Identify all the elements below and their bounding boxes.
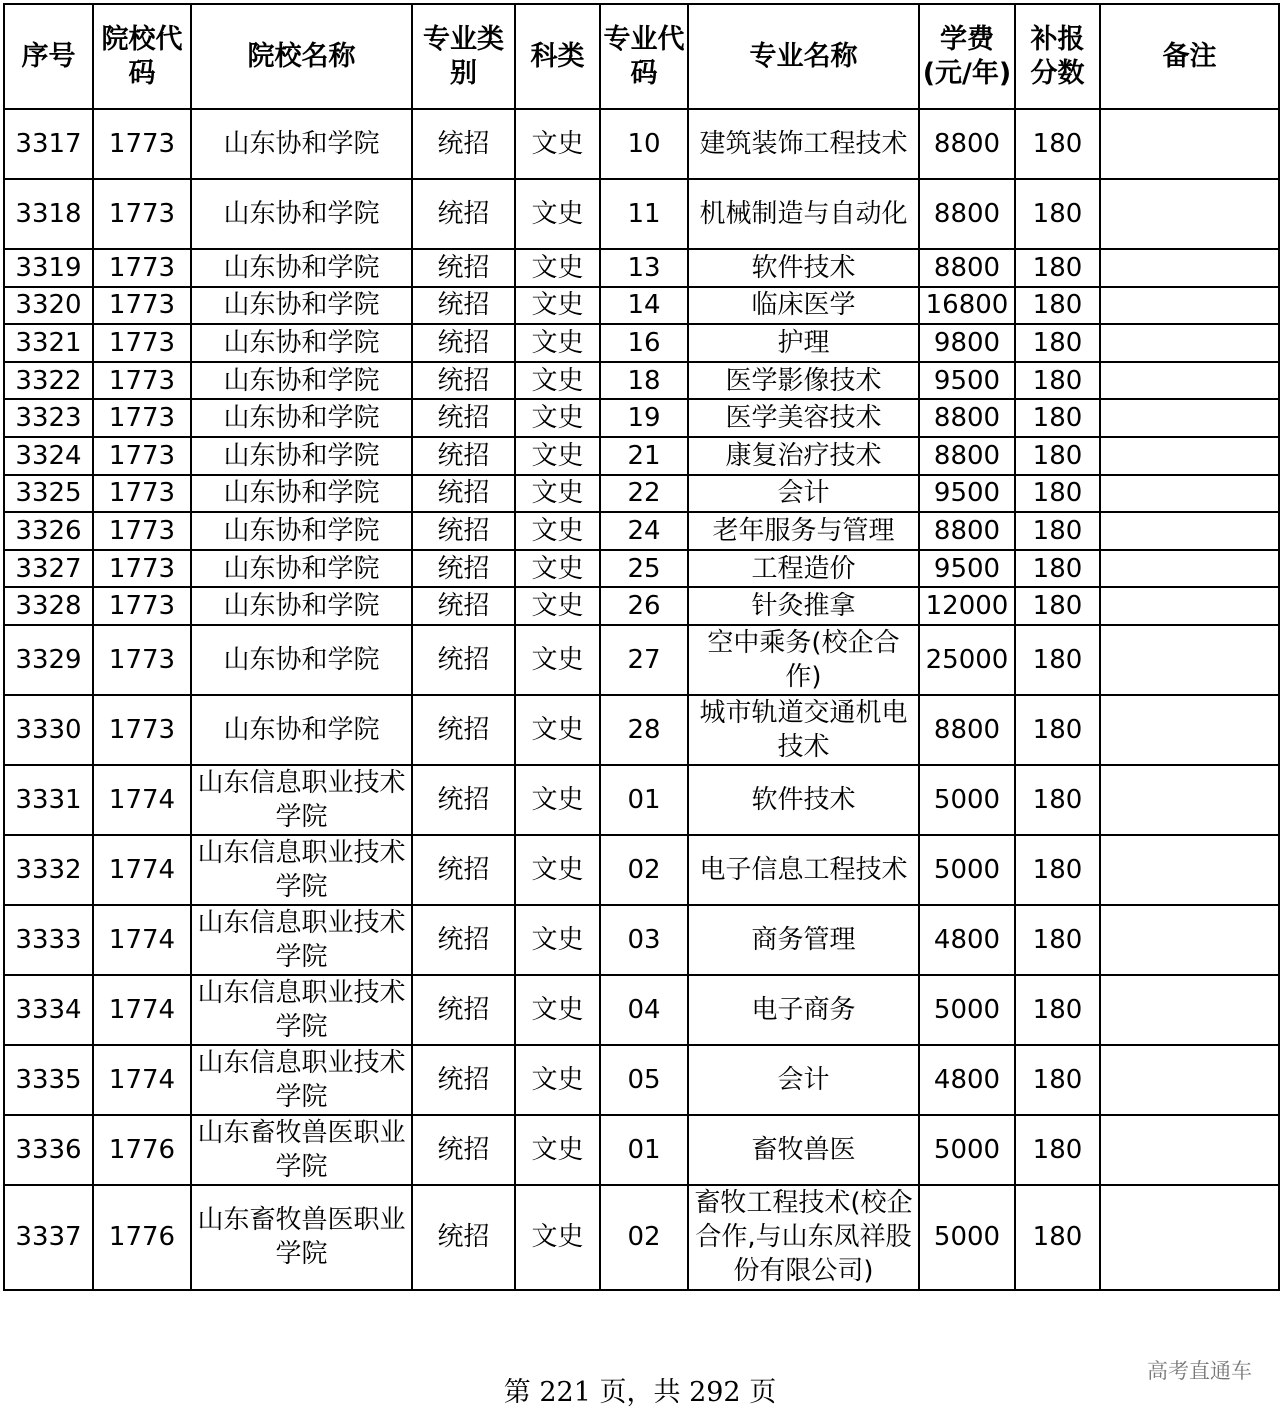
cell-school-code: 1773	[93, 695, 191, 765]
cell-note	[1100, 512, 1279, 550]
cell-seq: 3320	[4, 287, 93, 325]
cell-note	[1100, 905, 1279, 975]
cell-school-code: 1773	[93, 550, 191, 588]
cell-category: 统招	[412, 287, 515, 325]
cell-category: 统招	[412, 109, 515, 179]
cell-school-name: 山东畜牧兽医职业学院	[191, 1115, 412, 1185]
cell-major-code: 03	[600, 905, 688, 975]
cell-major-name: 电子信息工程技术	[688, 835, 919, 905]
cell-subject: 文史	[515, 695, 600, 765]
cell-category: 统招	[412, 765, 515, 835]
table-row	[4, 765, 1279, 835]
cell-category: 统招	[412, 362, 515, 400]
cell-score: 180	[1015, 1115, 1100, 1185]
cell-seq: 3327	[4, 550, 93, 588]
cell-score: 180	[1015, 587, 1100, 625]
cell-note	[1100, 324, 1279, 362]
cell-score: 180	[1015, 835, 1100, 905]
cell-score: 180	[1015, 695, 1100, 765]
cell-school-name: 山东协和学院	[191, 109, 412, 179]
cell-major-name: 康复治疗技术	[688, 437, 919, 475]
cell-note	[1100, 179, 1279, 249]
cell-category: 统招	[412, 249, 515, 287]
cell-subject: 文史	[515, 765, 600, 835]
cell-subject: 文史	[515, 475, 600, 513]
cell-subject: 文史	[515, 179, 600, 249]
cell-score: 180	[1015, 362, 1100, 400]
cell-school-name: 山东协和学院	[191, 249, 412, 287]
cell-seq: 3337	[4, 1185, 93, 1290]
cell-school-code: 1773	[93, 109, 191, 179]
cell-category: 统招	[412, 550, 515, 588]
cell-school-name: 山东信息职业技术学院	[191, 905, 412, 975]
page-number: 第 221 页，共 292 页	[503, 1377, 777, 1408]
admission-table	[3, 3, 1280, 1291]
cell-major-code: 13	[600, 249, 688, 287]
cell-note	[1100, 975, 1279, 1045]
cell-seq: 3326	[4, 512, 93, 550]
cell-major-name: 医学美容技术	[688, 399, 919, 437]
cell-score: 180	[1015, 905, 1100, 975]
cell-category: 统招	[412, 1185, 515, 1290]
cell-seq: 3334	[4, 975, 93, 1045]
table-row	[4, 179, 1279, 249]
table-row	[4, 399, 1279, 437]
cell-school-name: 山东协和学院	[191, 475, 412, 513]
cell-note	[1100, 550, 1279, 588]
table-row	[4, 1185, 1279, 1290]
cell-subject: 文史	[515, 287, 600, 325]
cell-tuition: 16800	[919, 287, 1015, 325]
cell-category: 统招	[412, 695, 515, 765]
cell-category: 统招	[412, 1115, 515, 1185]
cell-school-code: 1776	[93, 1185, 191, 1290]
cell-school-code: 1773	[93, 437, 191, 475]
cell-score: 180	[1015, 550, 1100, 588]
cell-note	[1100, 587, 1279, 625]
cell-major-name: 畜牧工程技术(校企合作,与山东凤祥股份有限公司)	[688, 1185, 919, 1290]
cell-school-name: 山东信息职业技术学院	[191, 765, 412, 835]
cell-major-code: 01	[600, 1115, 688, 1185]
cell-score: 180	[1015, 475, 1100, 513]
cell-category: 统招	[412, 475, 515, 513]
cell-major-name: 畜牧兽医	[688, 1115, 919, 1185]
cell-major-code: 16	[600, 324, 688, 362]
cell-subject: 文史	[515, 905, 600, 975]
header-cell: 院校代码	[93, 4, 191, 109]
cell-school-name: 山东畜牧兽医职业学院	[191, 1185, 412, 1290]
cell-seq: 3322	[4, 362, 93, 400]
cell-school-name: 山东协和学院	[191, 287, 412, 325]
cell-seq: 3331	[4, 765, 93, 835]
header-cell: 学费(元/年)	[919, 4, 1015, 109]
cell-seq: 3319	[4, 249, 93, 287]
cell-subject: 文史	[515, 587, 600, 625]
cell-major-name: 老年服务与管理	[688, 512, 919, 550]
cell-category: 统招	[412, 1045, 515, 1115]
cell-subject: 文史	[515, 835, 600, 905]
cell-seq: 3317	[4, 109, 93, 179]
cell-major-name: 电子商务	[688, 975, 919, 1045]
cell-score: 180	[1015, 179, 1100, 249]
table-row	[4, 587, 1279, 625]
cell-subject: 文史	[515, 109, 600, 179]
table-row	[4, 109, 1279, 179]
cell-major-code: 14	[600, 287, 688, 325]
header-cell: 专业代码	[600, 4, 688, 109]
cell-school-code: 1774	[93, 905, 191, 975]
table-row	[4, 475, 1279, 513]
table-row	[4, 695, 1279, 765]
cell-major-code: 25	[600, 550, 688, 588]
cell-major-code: 05	[600, 1045, 688, 1115]
cell-tuition: 5000	[919, 1185, 1015, 1290]
header-cell: 院校名称	[191, 4, 412, 109]
cell-school-code: 1773	[93, 399, 191, 437]
cell-tuition: 5000	[919, 765, 1015, 835]
cell-tuition: 8800	[919, 179, 1015, 249]
cell-note	[1100, 1185, 1279, 1290]
header-cell: 专业名称	[688, 4, 919, 109]
cell-major-name: 建筑装饰工程技术	[688, 109, 919, 179]
cell-score: 180	[1015, 1185, 1100, 1290]
cell-note	[1100, 475, 1279, 513]
cell-major-name: 会计	[688, 475, 919, 513]
table-row	[4, 975, 1279, 1045]
cell-tuition: 8800	[919, 109, 1015, 179]
cell-tuition: 4800	[919, 1045, 1015, 1115]
cell-tuition: 9500	[919, 550, 1015, 588]
cell-tuition: 9500	[919, 475, 1015, 513]
cell-seq: 3323	[4, 399, 93, 437]
cell-note	[1100, 1115, 1279, 1185]
table-row	[4, 362, 1279, 400]
cell-subject: 文史	[515, 362, 600, 400]
cell-tuition: 8800	[919, 695, 1015, 765]
cell-school-name: 山东协和学院	[191, 695, 412, 765]
cell-tuition: 5000	[919, 1115, 1015, 1185]
cell-school-name: 山东协和学院	[191, 399, 412, 437]
cell-school-name: 山东协和学院	[191, 179, 412, 249]
cell-category: 统招	[412, 835, 515, 905]
table-row	[4, 324, 1279, 362]
cell-tuition: 4800	[919, 905, 1015, 975]
cell-score: 180	[1015, 512, 1100, 550]
cell-school-name: 山东信息职业技术学院	[191, 1045, 412, 1115]
cell-major-name: 医学影像技术	[688, 362, 919, 400]
cell-school-name: 山东信息职业技术学院	[191, 835, 412, 905]
cell-subject: 文史	[515, 1115, 600, 1185]
cell-tuition: 5000	[919, 835, 1015, 905]
cell-seq: 3328	[4, 587, 93, 625]
header-cell: 补报分数	[1015, 4, 1100, 109]
cell-seq: 3321	[4, 324, 93, 362]
cell-school-code: 1773	[93, 512, 191, 550]
cell-major-name: 临床医学	[688, 287, 919, 325]
cell-school-name: 山东协和学院	[191, 587, 412, 625]
cell-category: 统招	[412, 512, 515, 550]
cell-school-code: 1773	[93, 587, 191, 625]
cell-score: 180	[1015, 975, 1100, 1045]
cell-category: 统招	[412, 437, 515, 475]
table-row	[4, 835, 1279, 905]
cell-note	[1100, 399, 1279, 437]
cell-major-name: 软件技术	[688, 249, 919, 287]
cell-major-name: 会计	[688, 1045, 919, 1115]
cell-major-name: 城市轨道交通机电技术	[688, 695, 919, 765]
cell-score: 180	[1015, 437, 1100, 475]
cell-score: 180	[1015, 109, 1100, 179]
cell-subject: 文史	[515, 550, 600, 588]
cell-major-name: 护理	[688, 324, 919, 362]
cell-note	[1100, 695, 1279, 765]
cell-school-code: 1773	[93, 287, 191, 325]
cell-note	[1100, 765, 1279, 835]
cell-category: 统招	[412, 324, 515, 362]
cell-major-code: 01	[600, 765, 688, 835]
cell-note	[1100, 249, 1279, 287]
cell-seq: 3333	[4, 905, 93, 975]
header-cell: 备注	[1100, 4, 1279, 109]
cell-major-name: 工程造价	[688, 550, 919, 588]
cell-tuition: 25000	[919, 625, 1015, 695]
cell-subject: 文史	[515, 1185, 600, 1290]
cell-category: 统招	[412, 179, 515, 249]
cell-seq: 3329	[4, 625, 93, 695]
table-row	[4, 512, 1279, 550]
cell-school-name: 山东协和学院	[191, 362, 412, 400]
cell-tuition: 12000	[919, 587, 1015, 625]
cell-score: 180	[1015, 765, 1100, 835]
cell-school-name: 山东协和学院	[191, 324, 412, 362]
cell-tuition: 8800	[919, 249, 1015, 287]
cell-major-code: 02	[600, 1185, 688, 1290]
cell-category: 统招	[412, 975, 515, 1045]
cell-subject: 文史	[515, 249, 600, 287]
table-row	[4, 905, 1279, 975]
cell-major-code: 10	[600, 109, 688, 179]
cell-score: 180	[1015, 625, 1100, 695]
cell-major-name: 空中乘务(校企合作)	[688, 625, 919, 695]
cell-note	[1100, 362, 1279, 400]
cell-school-name: 山东协和学院	[191, 550, 412, 588]
cell-tuition: 9800	[919, 324, 1015, 362]
cell-school-name: 山东协和学院	[191, 437, 412, 475]
cell-note	[1100, 1045, 1279, 1115]
cell-note	[1100, 109, 1279, 179]
cell-major-code: 19	[600, 399, 688, 437]
cell-school-code: 1773	[93, 249, 191, 287]
cell-major-code: 22	[600, 475, 688, 513]
cell-seq: 3330	[4, 695, 93, 765]
header-cell: 专业类别	[412, 4, 515, 109]
cell-tuition: 8800	[919, 399, 1015, 437]
cell-score: 180	[1015, 1045, 1100, 1115]
cell-score: 180	[1015, 249, 1100, 287]
cell-school-code: 1773	[93, 625, 191, 695]
cell-subject: 文史	[515, 625, 600, 695]
cell-tuition: 5000	[919, 975, 1015, 1045]
cell-major-code: 04	[600, 975, 688, 1045]
table-row	[4, 437, 1279, 475]
cell-major-name: 商务管理	[688, 905, 919, 975]
cell-score: 180	[1015, 287, 1100, 325]
cell-subject: 文史	[515, 975, 600, 1045]
header-cell: 序号	[4, 4, 93, 109]
table-row	[4, 625, 1279, 695]
cell-major-code: 27	[600, 625, 688, 695]
cell-subject: 文史	[515, 399, 600, 437]
cell-subject: 文史	[515, 437, 600, 475]
cell-note	[1100, 437, 1279, 475]
cell-school-code: 1776	[93, 1115, 191, 1185]
cell-category: 统招	[412, 587, 515, 625]
cell-score: 180	[1015, 399, 1100, 437]
cell-tuition: 8800	[919, 512, 1015, 550]
cell-school-code: 1774	[93, 835, 191, 905]
cell-major-code: 11	[600, 179, 688, 249]
cell-category: 统招	[412, 905, 515, 975]
cell-note	[1100, 287, 1279, 325]
cell-major-code: 28	[600, 695, 688, 765]
cell-school-name: 山东协和学院	[191, 512, 412, 550]
table-row	[4, 287, 1279, 325]
cell-major-name: 机械制造与自动化	[688, 179, 919, 249]
cell-school-code: 1773	[93, 475, 191, 513]
cell-school-code: 1773	[93, 179, 191, 249]
header-cell: 科类	[515, 4, 600, 109]
cell-tuition: 9500	[919, 362, 1015, 400]
cell-category: 统招	[412, 399, 515, 437]
cell-tuition: 8800	[919, 437, 1015, 475]
cell-school-code: 1773	[93, 362, 191, 400]
cell-major-code: 26	[600, 587, 688, 625]
watermark: 高考直通车	[1147, 1359, 1252, 1383]
cell-school-code: 1774	[93, 765, 191, 835]
cell-school-name: 山东信息职业技术学院	[191, 975, 412, 1045]
cell-seq: 3335	[4, 1045, 93, 1115]
cell-seq: 3325	[4, 475, 93, 513]
cell-school-code: 1774	[93, 1045, 191, 1115]
cell-major-name: 软件技术	[688, 765, 919, 835]
cell-seq: 3324	[4, 437, 93, 475]
cell-seq: 3332	[4, 835, 93, 905]
table-header-row	[4, 4, 1279, 109]
cell-score: 180	[1015, 324, 1100, 362]
cell-school-code: 1774	[93, 975, 191, 1045]
cell-category: 统招	[412, 625, 515, 695]
cell-subject: 文史	[515, 512, 600, 550]
cell-subject: 文史	[515, 1045, 600, 1115]
cell-major-code: 21	[600, 437, 688, 475]
table-row	[4, 249, 1279, 287]
table-row	[4, 1045, 1279, 1115]
cell-note	[1100, 835, 1279, 905]
cell-major-name: 针灸推拿	[688, 587, 919, 625]
cell-major-code: 24	[600, 512, 688, 550]
cell-major-code: 02	[600, 835, 688, 905]
table-row	[4, 550, 1279, 588]
table-body	[4, 109, 1279, 1290]
cell-major-code: 18	[600, 362, 688, 400]
cell-note	[1100, 625, 1279, 695]
cell-seq: 3318	[4, 179, 93, 249]
cell-subject: 文史	[515, 324, 600, 362]
cell-school-code: 1773	[93, 324, 191, 362]
table-row	[4, 1115, 1279, 1185]
cell-school-name: 山东协和学院	[191, 625, 412, 695]
cell-seq: 3336	[4, 1115, 93, 1185]
